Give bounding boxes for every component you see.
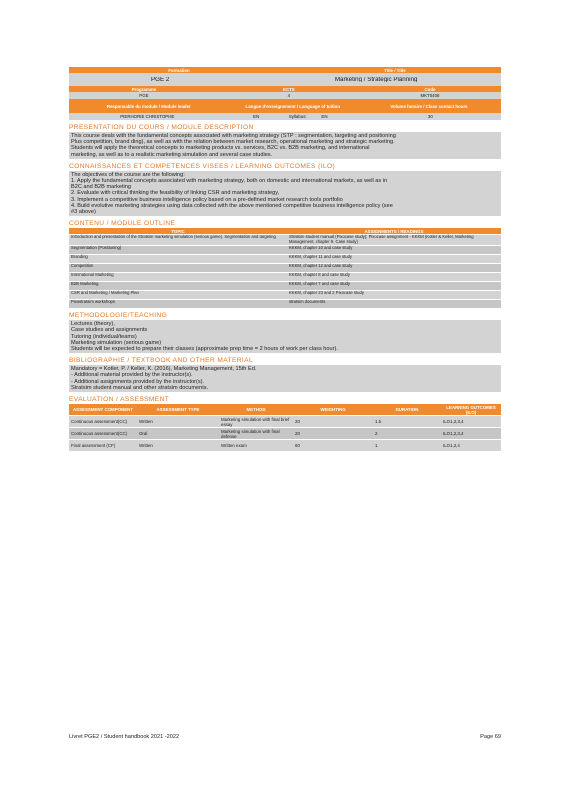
responsable-label-row xyxy=(69,99,501,113)
syllabus-value: EN xyxy=(321,114,328,119)
topic-header: TOPIC xyxy=(171,228,185,234)
volume-value: 30 xyxy=(427,114,433,119)
evaluation-table-header xyxy=(69,404,501,415)
footer-handbook-label: Livret PGE2 / Student handbook 2021 -2022 xyxy=(69,734,180,740)
learning-outcomes-heading: CONNAISSANCES ET COMPETENCES VISEES / LEARNING OUTCOMES (ILO) xyxy=(69,162,336,170)
eval-weighting: 60 xyxy=(295,443,300,449)
outcome-line: B2C and B2B marketing xyxy=(71,184,132,191)
ects-value: 4 xyxy=(287,93,291,98)
language-value: EN xyxy=(253,114,260,119)
methodology-line: Lectures (theory), xyxy=(71,321,115,328)
header-value-row xyxy=(69,73,501,86)
presentation-line: This course deals with the fundamental concepts associated with marketing strategy (STP : segmentation, targeting and positioning xyxy=(71,133,396,139)
reading-cell: KKKM, chapter 8 and case study xyxy=(288,272,350,278)
reading-cell: KKKM, chapter 11 and case study xyxy=(288,254,352,260)
bibliography-line: - Additional assignments provided by the instructor(s). xyxy=(71,378,205,385)
table-row xyxy=(69,281,501,290)
eval-method: Written exam xyxy=(221,443,247,449)
responsable-label: Responsable du module / Module leader xyxy=(106,103,191,109)
evaluation-heading: EVALUATION / ASSESSMENT xyxy=(69,396,170,404)
outcome-line: #3 above) xyxy=(71,209,96,216)
presentation-text xyxy=(69,132,501,159)
footer-page-number: Page 69 xyxy=(480,734,501,740)
programme-value-row xyxy=(69,92,501,99)
reading-cell: Stratsim student manual (Pixocase study); Pixocase assignment - KKKM (Kotler & Keller, Marketing Management, chapter 9. Case study) xyxy=(288,234,474,245)
reading-header: ASSIGNMENTS / READINGS xyxy=(364,228,424,234)
module-outline-heading: CONTENU / MODULE OUTLINE xyxy=(69,220,176,228)
eval-header-duration: DURATION xyxy=(395,407,419,413)
eval-header-method: METHOD xyxy=(246,407,266,413)
eval-header-weighting: WEIGHTING xyxy=(320,407,346,413)
eval-component: Final assessment (CF) xyxy=(71,443,116,449)
eval-ilo: ILO1,2,3,4 xyxy=(443,419,464,425)
topic-cell: Introduction and presentation of the Stratsim marketing simulation (serious game). Segmentation and targeting xyxy=(71,234,276,240)
programme-label: Programme xyxy=(131,86,157,92)
bibliography-line: Stratsim student manual and other stratsim documents. xyxy=(71,384,209,391)
topic-cell: Segmentation (Positioning) xyxy=(71,245,122,251)
language-label: Langue d'enseignement / Language of tuition xyxy=(245,103,341,109)
table-row xyxy=(69,254,501,263)
outcome-line: 2. Evaluate with critical thinking the feasibility of linking CSR and marketing strategy, xyxy=(71,190,280,197)
ects-label: ECTS xyxy=(283,86,295,92)
eval-duration: 1.5 xyxy=(375,419,382,425)
eval-method: Marketing simulation with final brief essay xyxy=(221,416,290,427)
volume-label: Volume horaire / Class contact hours xyxy=(390,103,468,109)
syllabus-page xyxy=(69,67,501,451)
methodology-line: Marketing simulation (serious game) xyxy=(71,339,162,346)
learning-outcomes-text xyxy=(69,171,501,216)
eval-header-component: ASSESSMENT COMPONENT xyxy=(72,407,133,413)
bibliography-line: - Additional material provided by the instructor(s). xyxy=(71,372,193,379)
reading-cell: KKKM, chapter 23 and 2 Pixocase study xyxy=(288,290,364,296)
programme-label-row xyxy=(69,86,501,92)
topic-cell: CSR and Marketing / Marketing Plan xyxy=(71,290,139,296)
bibliography-text xyxy=(69,365,501,392)
bibliography-heading: BIBLIOGRAPHIE / TEXTBOOK AND OTHER MATERIAL xyxy=(69,357,254,365)
reading-cell: KKKM, chapter 10 and case study xyxy=(288,245,353,251)
code-label: Code xyxy=(424,86,436,92)
formation-label: Formation xyxy=(168,67,190,73)
table-row xyxy=(69,263,501,272)
presentation-line: Plus competition, brand ding), as well as with the relation between market research, operational marketing and strategic marketing. xyxy=(71,139,395,146)
responsable-value-row xyxy=(69,113,501,120)
formation-value: PGE 2 xyxy=(151,77,170,82)
outcome-line: 4. Build evolutive marketing strategies using data collected with the above mentioned competitive business intelligence policy (see xyxy=(71,202,393,209)
title-label: Title / Title xyxy=(384,67,406,73)
table-row xyxy=(69,427,501,439)
eval-header-type: ASSESSMENT TYPE xyxy=(156,407,200,413)
page-footer xyxy=(69,734,501,740)
eval-weighting: 20 xyxy=(295,419,300,425)
reading-cell: KKKM, chapter 12 and case study xyxy=(288,263,353,269)
outline-table-body xyxy=(69,234,501,308)
table-row xyxy=(69,272,501,281)
topic-cell: Branding xyxy=(71,254,88,260)
eval-ilo: ILO1,2,4 xyxy=(443,443,460,449)
methodology-line: Tutoring (individual/teams) xyxy=(71,333,137,340)
table-row xyxy=(69,415,501,427)
eval-weighting: 20 xyxy=(295,431,300,437)
eval-header-ilo: LEARNING OUTCOMES (ILO) xyxy=(446,404,496,415)
header-label-row xyxy=(69,67,501,73)
table-row xyxy=(69,439,501,451)
reading-cell: stratsim documents xyxy=(288,299,326,305)
programme-value: PGE xyxy=(139,93,149,98)
eval-duration: 2 xyxy=(375,431,378,437)
presentation-heading: PRESENTATION DU COURS / MODULE DESCRIPTION xyxy=(69,124,254,131)
eval-component: Continuous assessment(CC) xyxy=(71,419,128,425)
eval-type: Written xyxy=(139,419,153,425)
syllabus-label: Syllabus: xyxy=(288,114,307,119)
reading-cell: KKKM, chapter 7 and case study xyxy=(288,281,350,287)
topic-cell: Competition xyxy=(71,263,94,269)
presentation-line: Students will apply the theoretical concepts to marketing products vs. services, B2C vs. B2B marketing, and international xyxy=(71,145,370,152)
outcome-line: 3. Implement a competitive business intelligence policy based on a pre-defined market research tools portfolio xyxy=(71,196,343,203)
methodology-line: Students will be expected to prepare their classes (approximate prep time = 2 hours of work per class hour). xyxy=(71,346,338,353)
eval-method: Marketing simulation with final defense xyxy=(221,428,280,439)
topic-cell: International Marketing xyxy=(71,272,114,278)
eval-type: Written xyxy=(139,443,153,449)
methodology-heading: METHODOLOGIE/TEACHING xyxy=(69,312,168,320)
eval-component: Continuous assessment(CC) xyxy=(71,431,128,437)
topic-cell: B2B Marketing xyxy=(71,281,99,287)
code-value: MKT0408 xyxy=(420,93,440,98)
methodology-text xyxy=(69,320,501,353)
evaluation-table-body xyxy=(69,415,501,451)
eval-duration: 1 xyxy=(375,443,378,449)
table-row xyxy=(69,299,501,308)
eval-ilo: ILO1,2,3,4 xyxy=(443,431,464,437)
outcome-line: 1. Apply the fundamental concepts associated with marketing strategy, both on domestic and international markets, as well as in xyxy=(71,178,388,185)
bibliography-line: Mandatory = Kotler, P. / Keller, K. (2016), Marketing Management, 15th Ed. xyxy=(71,366,257,373)
responsable-value: PIERHORIE CHRISTOPHE xyxy=(120,114,175,119)
title-value: Marketing / Strategic Planning xyxy=(334,77,418,82)
methodology-line: Case studies and assignments xyxy=(71,327,148,334)
outcome-line: The objectives of the course are the following: xyxy=(71,171,185,178)
table-row xyxy=(69,245,501,254)
eval-type: Oral xyxy=(139,431,148,437)
table-row xyxy=(69,290,501,299)
topic-cell: Pixostratsim workshops xyxy=(71,299,115,305)
table-row xyxy=(69,234,501,245)
presentation-line: marketing, as well as to a realistic marketing simulation and several case studies. xyxy=(71,151,273,158)
